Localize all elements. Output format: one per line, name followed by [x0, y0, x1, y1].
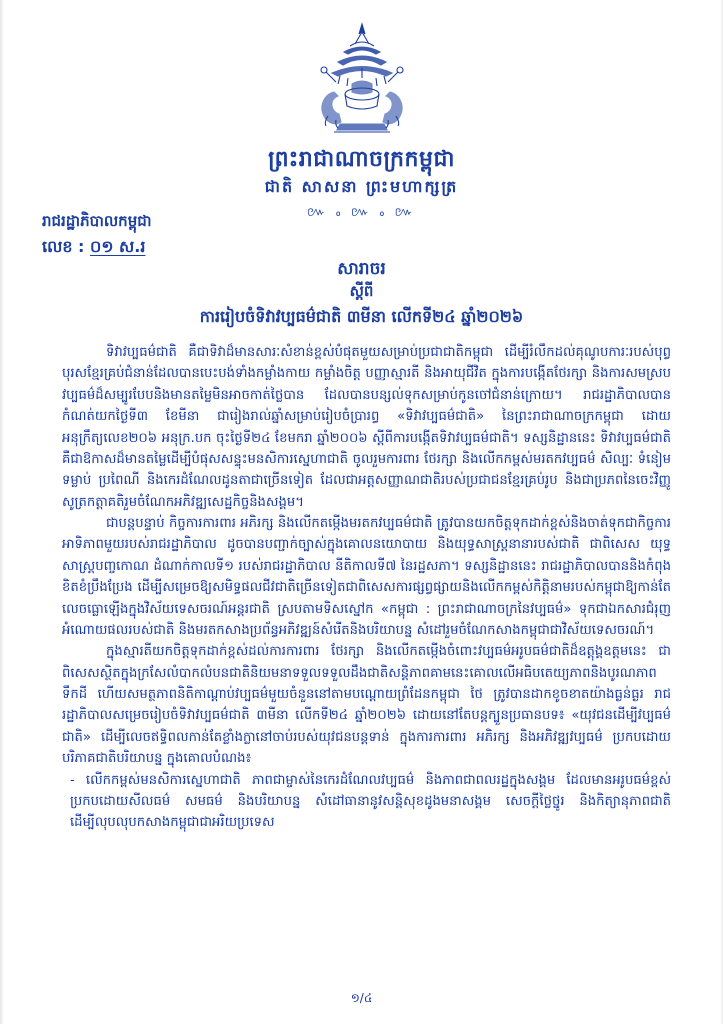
national-motto: ជាតិ សាសនា ព្រះមហាក្សត្រ — [264, 177, 459, 196]
document-subtitle: ស្ដីពី — [349, 282, 374, 300]
paragraph-bullet: - លើកកម្ពស់មនសិការស្នេហាជាតិ ភាពជាម្ចាស់នៃកេរដំណែលវប្បធម៌ និងភាពជាពលរដ្ឋក្នុងសង្គម ដែលមានអរូបធម៌ខ្ពស់ ប្រកបដោយសីលធម៌ សមធម៌ និងបរិយាបន្ន សំដៅធានានូវសន្តិសុខដូងមនាសង្គម សេចក្ដីថ្លៃថ្នូរ និងកិត្យានុភាពជាតិ ដើម្បីលុបលុបកសាងកម្ពុជាជាអរិយប្រទេស — [70, 772, 671, 831]
emblem-container — [0, 20, 723, 138]
page-number: ១/៤ — [350, 991, 373, 1005]
issuer-label: រាជរដ្ឋាភិបាលកម្ពុជា — [42, 212, 152, 230]
number-value: ០១ ស.រ — [90, 237, 146, 256]
document-body — [62, 342, 671, 834]
document-number — [42, 236, 145, 260]
paragraph: ទិវាវប្បធម៌ជាតិ គឺជាទិវាដ៏មានសារៈសំខាន់ខ្ពស់បំផុតមួយសម្រាប់ប្រជាជាតិកម្ពុជា ដើម្បីរំលឹកដល់គុណូបការៈរបស់បុព្វបុរសខ្មែរគ្រប់ជំនាន់ដែលបានបេះបង់ទាំងកម្លាំងកាយ កម្លាំងចិត្ត បញ្ញាស្មារតី និងអាយុជីវិត ក្នុងការបង្កើតថែរក្សា និងការសមស្របវប្បធម៌ដ៏សម្បូរបែបនិងមានតម្លៃមិនអាចកាត់ថ្លៃបាន ដែលបានបន្សល់ទុកសម្រាប់កូនចៅជំនាន់ក្រោយ។ រាជរដ្ឋាភិបាលបានកំណត់យកថ្ងៃទី៣ ខែមីនា ជារៀងរាល់ឆ្នាំសម្រាប់រៀបចំប្រារព្ធ «ទិវាវប្បធម៌ជាតិ» នៃព្រះរាជាណាចក្រកម្ពុជា ដោយអនុក្រឹត្យលេខ២០៦ អនុក្រ.បក ចុះថ្ងៃទី២៤ ខែមករា ឆ្នាំ២០០៦ ស្ដីពីការបង្កើតទិវាវប្បធម៌ជាតិ។ ទស្សនិដ្ឋាននេះ ទិវាវប្បធម៌ជាតិគឺជាឱកាសដ៏មានតម្លៃដើម្បីបំផុសសន្ទុះមនសិការស្នេហាជាតិ ចូលរួមការពារ ថែរក្សា និងលើកកម្ពស់មរតកវប្បធម៌ សិល្បៈ ទំនៀមទម្លាប់ ប្រពៃណី និងកេរដំណែលដូនតាជាច្រើនទៀត ដែលជាអត្តសញ្ញាណជាតិរបស់ប្រជាជនខ្មែរគ្រប់រូប និងជាប្រភពនៃចេះវិញ្ញូសូត្រកត្តាគតិរួមចំណែកអភិវឌ្ឍសេដ្ឋកិច្ចនិងសង្គម។ — [62, 345, 671, 510]
paragraph: ក្នុងស្មារតីយកចិត្តទុកដាក់ខ្ពស់ដល់ការការពារ ថែរក្សា និងលើកតម្កើងចំពោះវប្បធម៌អរូបធម៌ជាតិដ៏ឧត្តុង្គឧត្តមនេះ ជាពិសេសស្ថិតក្នុងក្រសែលំបាកលំបនជាតិនិយមនាទទួលទទួលដឹងជាតិសន្តិភាពគាមនេះគោលលើអធិបតេយ្យភាពនិងបូរណភាពទឹកដី ហើយសមត្ថភាពនិតិកាណ្ដាប់វប្បធម៌មួយចំនួននៅតាមបណ្ដោយព្រំដែនកម្ពុជា ថៃ ត្រូវបានដាកខូចខាតយ៉ាងធ្ងន់ធ្ងរ រាជរដ្ឋាភិបាលសម្រេចរៀបចំទិវាវប្បធម៌ជាតិ ៣មីនា លើកទី២៤ ឆ្នាំ២០២៦ ដោយនៅតែបន្តក្បួនប្រធានបទ៖ «យុវជនដើម្បីវប្បធម៌ជាតិ» ដើម្បីលេចឥទ្ធិពលកាន់តែខ្លាំងក្លានៅចាប់របស់យុវជនបន្តទាន់ ក្នុងការការពារ អភិរក្ស និងអភិវឌ្ឍវប្បធម៌ ប្រកបដោយបរិភាគជាតិបរិយាបន្ន ក្នុងគោលបំណង៖ — [62, 644, 671, 767]
royal-emblem-cambodia-icon — [292, 20, 432, 138]
ornament-divider: ៚ ៰ ៚ ៰ ៚ — [307, 205, 416, 220]
document-subject: ការរៀបចំទិវាវប្បធម៌ជាតិ ៣មីនា លើកទី២៤ ឆ្នាំ២០២៦ — [199, 307, 524, 326]
document-type: សារាចរ — [337, 259, 386, 279]
kingdom-title: ព្រះរាជាណាចក្រកម្ពុជា — [268, 147, 455, 172]
paragraph: ជាបន្តបន្ទាប់ កិច្ចការការពារ អភិរក្ស និងលើកតម្កើងមរតកវប្បធម៌ជាតិ ត្រូវបានយកចិត្តទុកដាក់ខ្ពស់និងចាត់ទុកជាកិច្ចការអាទិភាពមួយរបស់រាជរដ្ឋាភិបាល ដូចបានបញ្ជាក់ច្បាស់ក្នុងគោលនយោបាយ និងយុទ្ធសាស្ត្រនានារបស់ជាតិ ជាពិសេស យុទ្ធសាស្ត្របញ្ចកោណ ដំណាក់កាលទី១ របស់រាជរដ្ឋាភិបាល នីតិកាលទី៧ នៃរដ្ឋសភា។ ទស្សនិដ្ឋាននេះ រាជរដ្ឋាភិបាលបាននិងកំពុងខិតខំប្រឹងប្រែង ដើម្បីសម្រេចឱ្យសមិទ្ធផលជីវជាតិច្រើនទៀតជាពិសេសការផ្សព្វផ្សាយនិងលើកកម្ពស់កិត្តិនាមរបស់កម្ពុជាឱ្យកាន់តែលេចធ្លោឡើងក្នុងវិស័យទេសចរណ៍អន្តរជាតិ ស្របតាមទិសស្នៅក «កម្ពុជា : ព្រះរាជាណាចក្រនៃវប្បធម៌» ទុកជាឯកសារជំរុញអំណោយផលរបស់ជាតិ និងមរតកសាងប្រព័ន្ធអភិវឌ្ឍន៍សំរើតនិងបរិយាបន្ន សំដៅរួមចំណែកសាងកម្ពុជាជាវិស័យទេសចរណ៍។ — [62, 516, 671, 638]
number-label: លេខ : — [42, 237, 85, 256]
